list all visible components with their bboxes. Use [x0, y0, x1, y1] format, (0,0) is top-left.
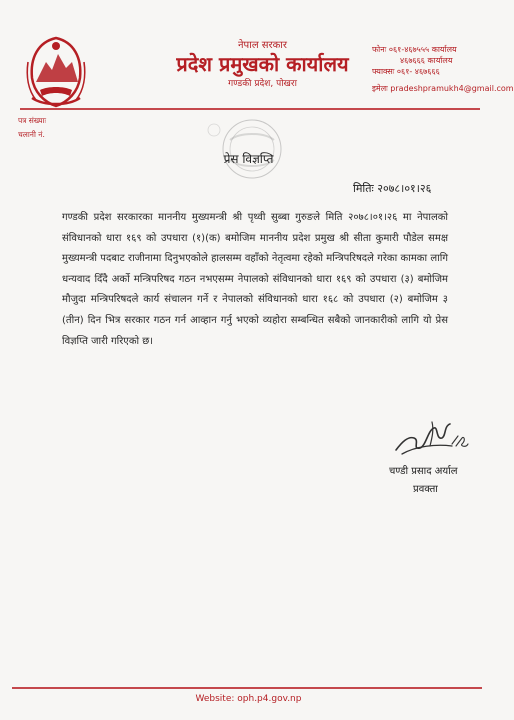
- handwritten-signature: [392, 416, 472, 458]
- notice-date: मितिः २०७८।०१।२६: [353, 182, 432, 195]
- reference-block: [18, 114, 46, 142]
- office-address: गण्डकी प्रदेश, पोखरा: [228, 79, 297, 89]
- government-name: नेपाल सरकार: [238, 40, 287, 51]
- signer-name: चण्डी प्रसाद अर्याल: [389, 466, 458, 477]
- header-divider: [20, 108, 480, 110]
- office-seal-stamp: [200, 118, 300, 180]
- dispatch-number-label: चलानी नं.: [18, 130, 45, 139]
- footer-website: Website: oph.p4.gov.np: [195, 694, 302, 704]
- phone-line-2: ४६७६६६ कार्यालय: [400, 56, 453, 65]
- phone-line: फोनः ०६१-४६७५५५ कार्यालय: [372, 45, 457, 54]
- letter-number-label: पत्र संख्याः: [18, 116, 47, 125]
- press-release-title: प्रेस विज्ञप्ति: [223, 152, 274, 166]
- nepal-emblem-icon: [22, 32, 90, 110]
- contact-block: [372, 44, 514, 94]
- email-line: इमेलः pradeshpramukh4@gmail.com: [372, 84, 514, 93]
- fax-line: फ्याक्सः ०६१- ४६७६६६: [372, 67, 440, 76]
- signer-role: प्रवक्ता: [413, 484, 438, 495]
- letterhead: [150, 40, 375, 90]
- office-name: प्रदेश प्रमुखको कार्यालय: [176, 52, 349, 76]
- notice-body: गण्डकी प्रदेश सरकारका माननीय मुख्यमन्त्री श्री पृथ्वी सुब्बा गुरुङले मिति २०७८।०१।२६ मा नेपालको संविधानको धारा १६९ को उपधारा (१)(क) बमोजिम माननीय प्रदेश प्रमुख श्री सीता कुमारी पौडेल समक्ष मुख्यमन्त्री पदबाट राजीनामा दिनुभएकोले हालसम्म वहाँको नेतृत्वमा रहेको मन्त्रिपरिषदले गरेका कामका लागि धन्यवाद दिँदै अर्को मन्त्रिपरिषद गठन नभएसम्म नेपालको संविधानको धारा १६९ को उपधारा (३) बमोजिम मौजुदा मन्त्रिपरिषदले कार्य संचालन गर्ने र नेपालको संविधानको धारा १६८ को उपधारा (२) बमोजिम ३ (तीन) दिन भित्र सरकार गठन गर्न आव्हान गर्नु भएको व्यहोरा सम्बन्धित सबैको जानकारीको लागि यो प्रेस विज्ञप्ति जारी गरिएको छ।: [62, 212, 448, 347]
- footer-divider: [12, 687, 482, 689]
